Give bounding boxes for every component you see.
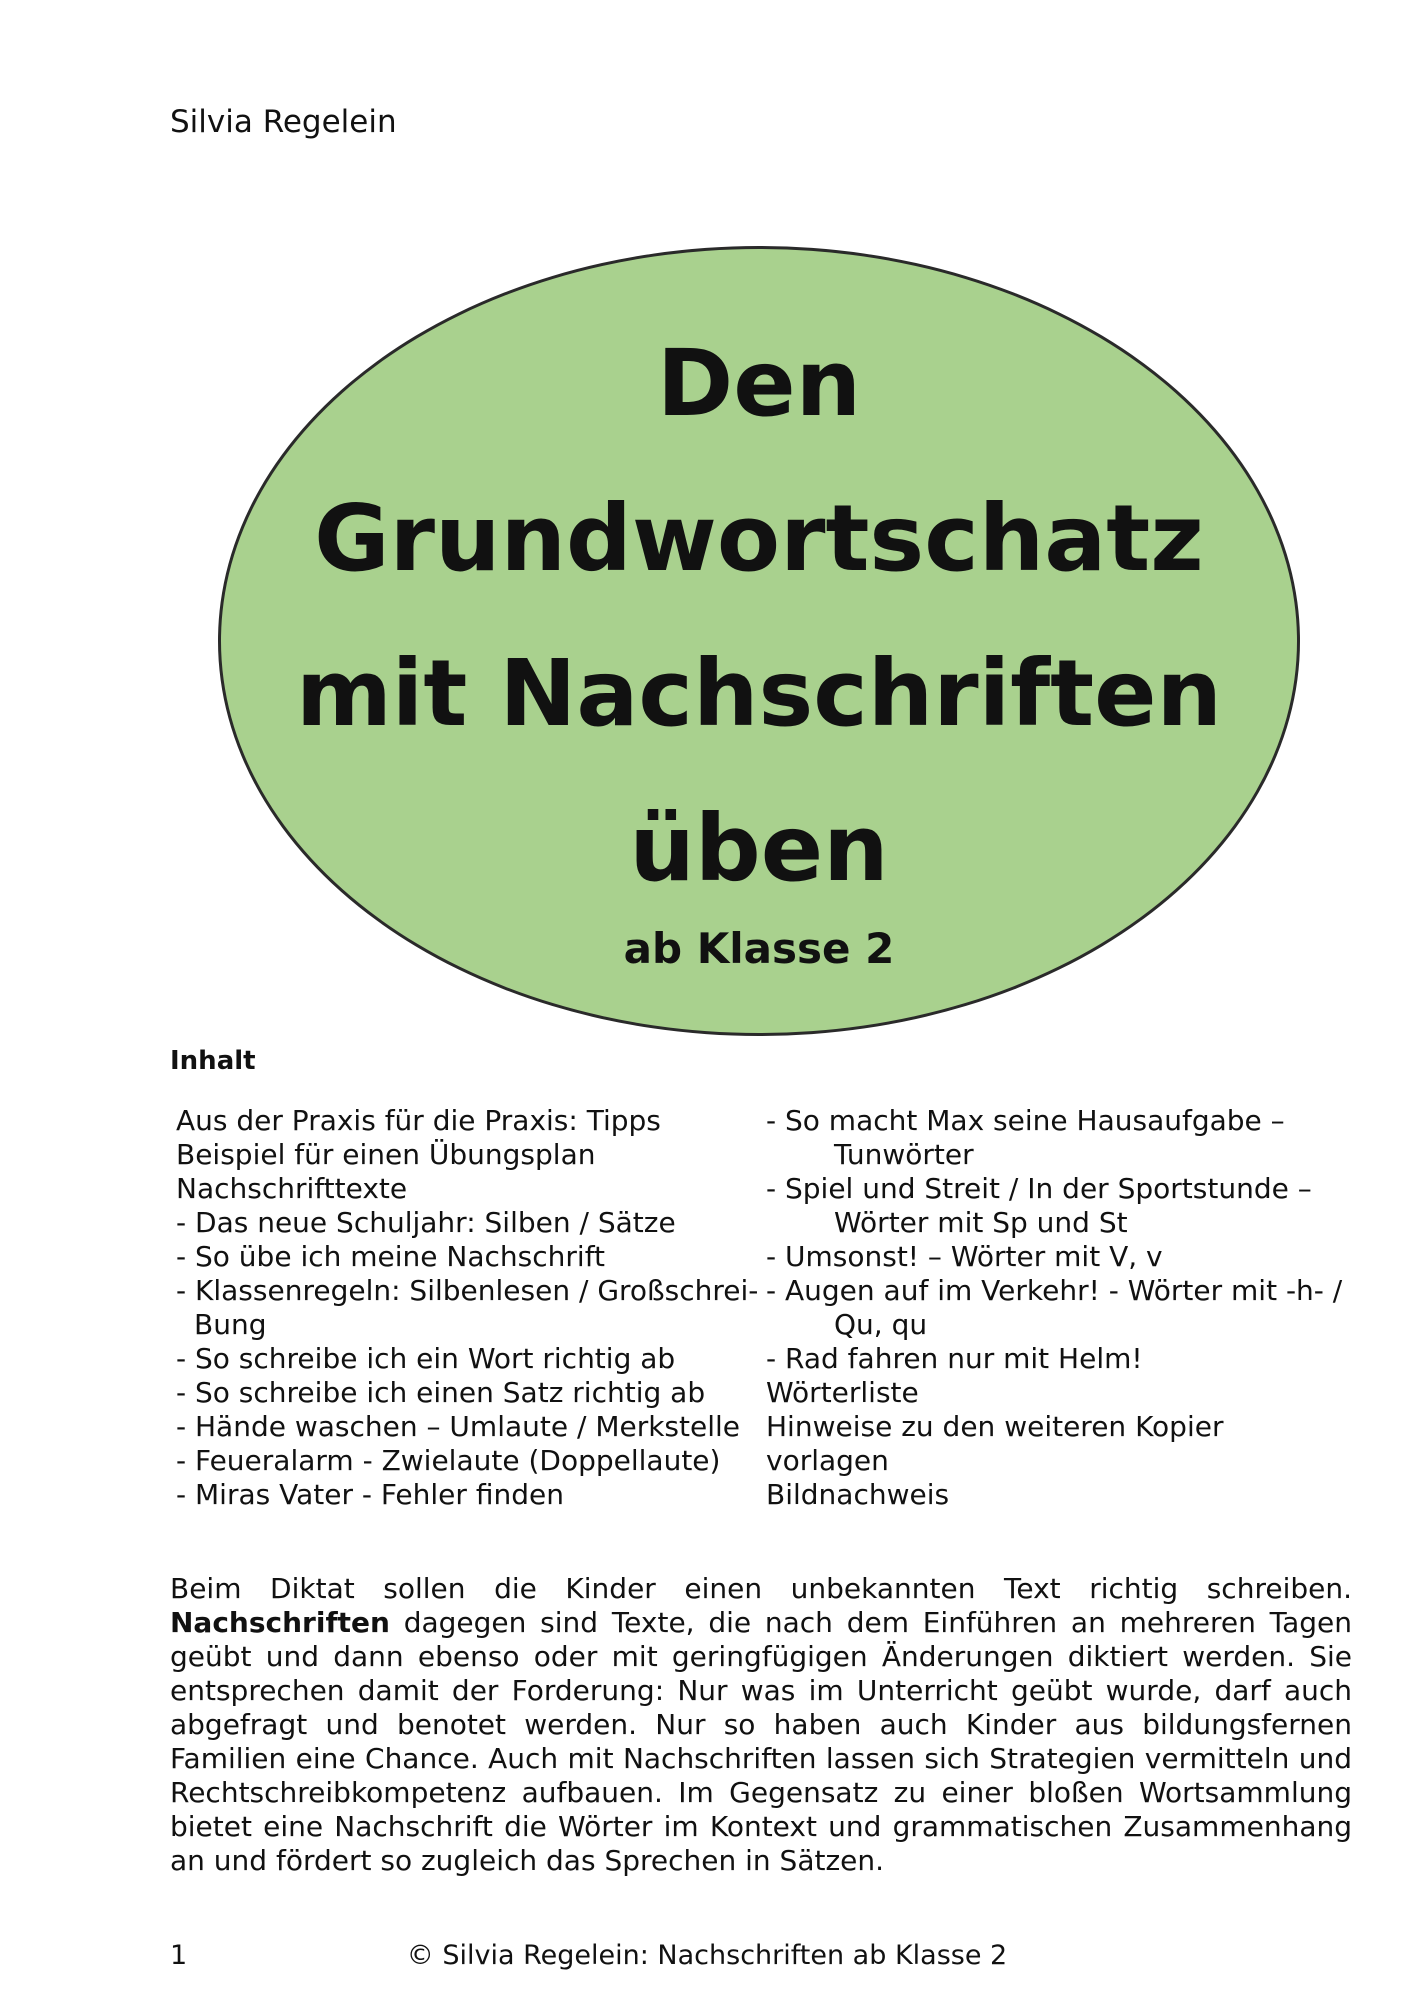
toc-item: - Rad fahren nur mit Helm! (766, 1342, 1143, 1375)
title-line-4: üben (629, 795, 889, 902)
toc-item: - So schreibe ich ein Wort richtig ab (176, 1342, 676, 1375)
footer-copyright: © Silvia Regelein: Nachschriften ab Klasse 2 (406, 1940, 1008, 1971)
intro-text-rest: dagegen sind Texte, die nach dem Einführen an mehreren Tagen geübt und dann ebenso oder mit geringfügigen Änderungen diktiert werden. Sie entsprechen damit der Forderung: Nur was im Unterricht geübt wurde, darf auch abgefragt und benotet werden. Nur so haben auch Kinder aus bildungsfernen Familien eine Chance. Auch mit Nachschriften lassen sich Strategien vermitteln und Rechtschreibkompetenz aufbauen. Im Gegensatz zu einer bloßen Wortsammlung bietet eine Nachschrift die Wörter im Kontext und grammatischen Zusammenhang an und fördert so zugleich das Sprechen in Sätzen. (170, 1606, 1352, 1877)
toc-item: - Miras Vater - Fehler finden (176, 1478, 564, 1511)
page-number: 1 (170, 1940, 188, 1971)
toc-item-continuation: Tunwörter (834, 1138, 974, 1171)
toc-item-continuation: Wörter mit Sp und St (834, 1206, 1128, 1239)
toc-item: - Das neue Schuljahr: Silben / Sätze (176, 1206, 676, 1239)
document-subtitle: ab Klasse 2 (623, 924, 895, 973)
contents-heading: Inhalt (170, 1046, 256, 1076)
toc-item-continuation: Bung (194, 1308, 267, 1341)
toc-item: - Feueralarm - Zwielaute (Doppellaute) (176, 1444, 721, 1477)
toc-item: - So macht Max seine Hausaufgabe – (766, 1104, 1285, 1137)
toc-item: - So schreibe ich einen Satz richtig ab (176, 1376, 706, 1409)
toc-item: Bildnachweis (766, 1478, 950, 1511)
intro-text-start: Beim Diktat sollen die Kinder einen unbekannten Text richtig schreiben. (170, 1572, 1352, 1605)
toc-item: - Augen auf im Verkehr! - Wörter mit -h- / (766, 1274, 1343, 1307)
toc-item: - Hände waschen – Umlaute / Merkstelle (176, 1410, 741, 1443)
toc-item: Hinweise zu den weiteren Kopier (766, 1410, 1224, 1443)
toc-item: - Klassenregeln: Silbenlesen / Großschrei- (176, 1274, 759, 1307)
toc-item: Wörterliste (766, 1376, 919, 1409)
title-line-2: Grundwortschatz (314, 485, 1204, 592)
title-line-1: Den (656, 330, 862, 437)
document-title (218, 306, 1300, 926)
toc-item: - So übe ich meine Nachschrift (176, 1240, 606, 1273)
title-line-3: mit Nachschriften (295, 640, 1223, 747)
contents-right-column (766, 1104, 1366, 1512)
toc-item-continuation: Qu, qu (834, 1308, 928, 1341)
toc-item: vorlagen (766, 1444, 889, 1477)
intro-paragraph (170, 1572, 1352, 1878)
author-name: Silvia Regelein (170, 104, 397, 140)
toc-item: - Umsonst! – Wörter mit V, v (766, 1240, 1163, 1273)
toc-item: Nachschrifttexte (176, 1172, 408, 1205)
toc-item: - Spiel und Streit / In der Sportstunde – (766, 1172, 1312, 1205)
intro-bold-term: Nachschriften (170, 1606, 390, 1639)
toc-item: Beispiel für einen Übungsplan (176, 1138, 596, 1171)
toc-item: Aus der Praxis für die Praxis: Tipps (176, 1104, 661, 1137)
contents-left-column (176, 1104, 759, 1512)
